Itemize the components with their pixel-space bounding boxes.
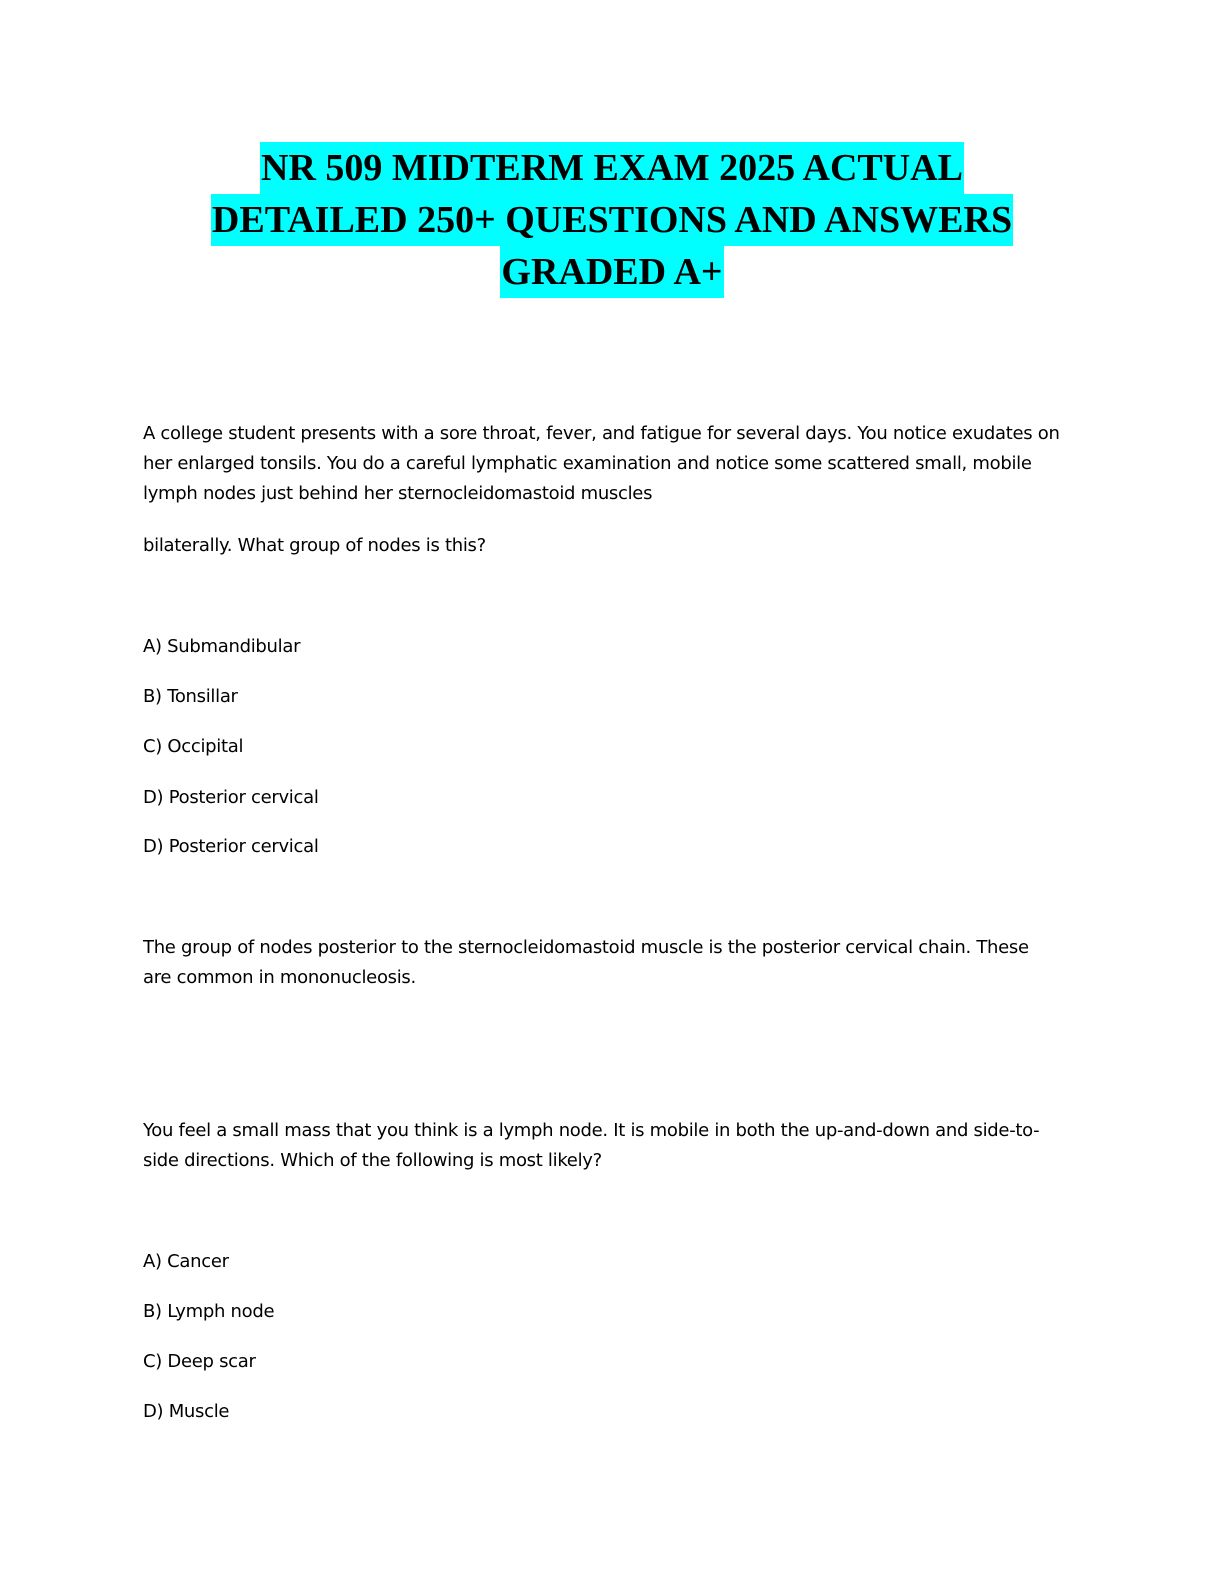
rationale-line: are common in mononucleosis. [143, 967, 416, 988]
question-1-stem-line: bilaterally. What group of nodes is this? [143, 535, 486, 556]
question-1-option-d: D) Posterior cervical [143, 787, 319, 808]
title-line-3: GRADED A+ [500, 246, 723, 298]
title-line-2: DETAILED 250+ QUESTIONS AND ANSWERS [211, 194, 1013, 246]
question-2-option-b: B) Lymph node [143, 1301, 275, 1322]
question-1-stem-line: A college student presents with a sore throat, fever, and fatigue for several days. You notice exudates on [143, 423, 1060, 444]
rationale-line: The group of nodes posterior to the sternocleidomastoid muscle is the posterior cervical chain. These [143, 937, 1029, 958]
question-2-stem-line: You feel a small mass that you think is a lymph node. It is mobile in both the up-and-down and side-to- [143, 1120, 1040, 1141]
question-1-option-a: A) Submandibular [143, 636, 301, 657]
question-1-stem-line: lymph nodes just behind her sternocleidomastoid muscles [143, 483, 653, 504]
question-2-option-a: A) Cancer [143, 1251, 229, 1272]
question-1-rationale [143, 933, 1083, 993]
question-2-stem [143, 1116, 1083, 1176]
question-1-option-c: C) Occipital [143, 736, 244, 757]
question-1-stem-continued [143, 531, 1083, 561]
question-2-option-c: C) Deep scar [143, 1351, 256, 1372]
title-line-1: NR 509 MIDTERM EXAM 2025 ACTUAL [260, 142, 964, 194]
question-1-stem [143, 419, 1083, 509]
question-1-option-b: B) Tonsillar [143, 686, 238, 707]
question-2-stem-line: side directions. Which of the following is most likely? [143, 1150, 602, 1171]
question-1-stem-line: her enlarged tonsils. You do a careful lymphatic examination and notice some scattered small, mobile [143, 453, 1032, 474]
question-1-answer: D) Posterior cervical [143, 836, 319, 857]
question-2-option-d: D) Muscle [143, 1401, 230, 1422]
document-title [100, 142, 1124, 298]
